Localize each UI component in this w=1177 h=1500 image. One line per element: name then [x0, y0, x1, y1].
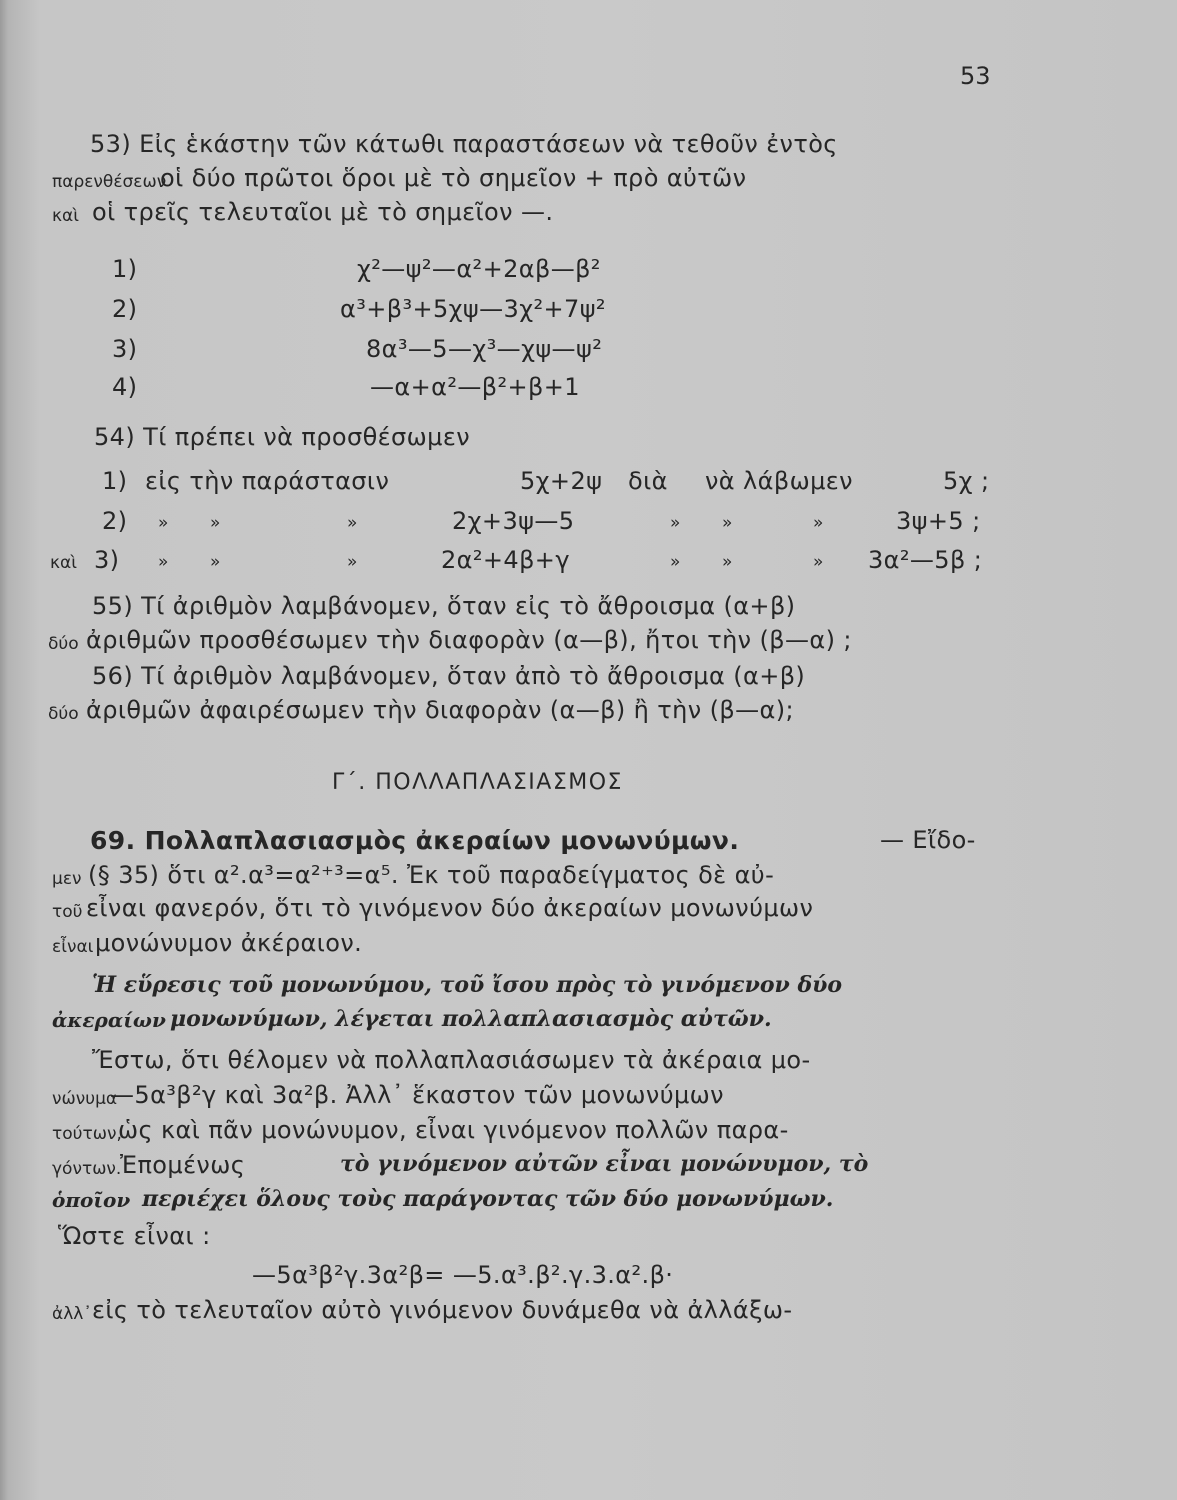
- ex54-row3-num: 3): [94, 546, 120, 574]
- ex54-row1-result: 5χ ;: [943, 467, 990, 495]
- sec69-formula: —5α³β²γ.3α²β= —5.α³.β².γ.3.α².β·: [252, 1261, 674, 1289]
- ex55-line2-prefix: δύο: [48, 634, 79, 654]
- ex54-row2-num: 2): [102, 507, 128, 535]
- ex54-row2-c6: »: [813, 513, 824, 533]
- sec69-p2-prefix: νώνυμα: [52, 1089, 118, 1109]
- sec69-l2: (§ 35) ὅτι α².α³=α²⁺³=α⁵. Ἐκ τοῦ παραδείγματος δὲ αὐ-: [88, 861, 775, 889]
- ex54-row2-c4: »: [670, 513, 681, 533]
- sec69-p1: Ἔστω, ὅτι θέλομεν νὰ πολλαπλασιάσωμεν τὰ ἀκέραια μο-: [92, 1046, 811, 1074]
- sec69-p5-prefix: ὁποῖον: [52, 1188, 131, 1212]
- section-heading: Γ΄. ΠΟΛΛΑΠΛΑΣΙΑΣΜΟΣ: [332, 770, 623, 795]
- ex53-item4-num: 4): [112, 373, 138, 401]
- ex53-item3-num: 3): [112, 335, 138, 363]
- ex54-row3-c3: »: [347, 552, 358, 572]
- ex54-row3-c1: »: [158, 552, 169, 572]
- sec69-definition-line2: μονωνύμων, λέγεται πολλαπλασιασμὸς αὐτῶν.: [170, 1006, 772, 1032]
- ex54-row2-c5: »: [722, 513, 733, 533]
- ex54-row1-c4: διὰ: [628, 467, 668, 495]
- ex54-title: 54) Τί πρέπει νὰ προσθέσωμεν: [94, 423, 471, 451]
- sec69-p2: —5α³β²γ καὶ 3α²β. Ἀλλ᾿ ἕκαστον τῶν μονωνύμων: [110, 1081, 724, 1109]
- ex55-line1: 55) Τί ἀριθμὸν λαμβάνομεν, ὅταν εἰς τὸ ἄθροισμα (α+β): [92, 592, 796, 620]
- ex54-row2-result: 3ψ+5 ;: [896, 507, 981, 535]
- ex54-row2-c2: »: [210, 513, 221, 533]
- sec69-l4: μονώνυμον ἀκέραιον.: [95, 929, 363, 957]
- ex54-row1-c1: εἰς τὴν παράστασιν: [145, 467, 390, 495]
- sec69-p4-bold: τὸ γινόμενον αὐτῶν εἶναι μονώνυμον, τὸ: [340, 1151, 869, 1177]
- ex53-line3: οἱ τρεῖς τελευταῖοι μὲ τὸ σημεῖον —.: [92, 198, 554, 226]
- sec69-definition-line1: Ἡ εὕρεσις τοῦ μονωνύμου, τοῦ ἴσου πρὸς τὸ γινόμενον δύο: [92, 972, 843, 998]
- ex55-line2: ἀριθμῶν προσθέσωμεν τὴν διαφορὰν (α—β), ἤτοι τὴν (β—α) ;: [86, 626, 852, 654]
- ex54-row2-c3: »: [347, 513, 358, 533]
- ex53-item2-expr: α³+β³+5χψ—3χ²+7ψ²: [340, 295, 606, 323]
- ex53-line1: 53) Εἰς ἑκάστην τῶν κάτωθι παραστάσεων νὰ τεθοῦν ἐντὸς: [90, 130, 838, 158]
- sec69-p4-prefix: γόντων.: [52, 1159, 122, 1179]
- ex54-row1-expr: 5χ+2ψ: [520, 467, 603, 495]
- sec69-p3-prefix: τούτων,: [52, 1124, 122, 1144]
- ex54-row2-expr: 2χ+3ψ—5: [452, 507, 575, 535]
- ex54-row3-c2: »: [210, 552, 221, 572]
- ex54-row3-c6: »: [813, 552, 824, 572]
- sec69-l3-prefix: τοῦ: [52, 902, 83, 922]
- ex54-row3-result: 3α²—5β ;: [868, 546, 983, 574]
- sec69-p5-bold: περιέχει ὅλους τοὺς παράγοντας τῶν δύο μονωνύμων.: [142, 1186, 834, 1212]
- ex53-item4-expr: —α+α²—β²+β+1: [370, 373, 580, 401]
- ex53-item1-num: 1): [112, 255, 138, 283]
- sec69-definition-prefix: ἀκεραίων: [52, 1008, 166, 1032]
- sec69-last-line: εἰς τὸ τελευταῖον αὐτὸ γινόμενον δυνάμεθα νὰ ἀλλάξω-: [92, 1296, 793, 1324]
- ex54-row3-prefix: καὶ: [50, 553, 77, 573]
- ex53-line2-prefix: παρενθέσεων: [52, 172, 167, 192]
- sec69-l2-prefix: μεν: [52, 869, 82, 889]
- ex53-item2-num: 2): [112, 295, 138, 323]
- sec69-last-prefix: ἀλλ᾿: [52, 1304, 92, 1324]
- ex53-item3-expr: 8α³—5—χ³—χψ—ψ²: [366, 335, 603, 363]
- ex56-line2: ἀριθμῶν ἀφαιρέσωμεν τὴν διαφορὰν (α—β) ἢ τὴν (β—α);: [86, 696, 794, 724]
- ex53-item1-expr: χ²—ψ²—α²+2αβ—β²: [357, 255, 601, 283]
- ex54-row1-num: 1): [102, 467, 128, 495]
- sec69-l3: εἶναι φανερόν, ὅτι τὸ γινόμενον δύο ἀκεραίων μονωνύμων: [86, 894, 814, 922]
- sec69-title: 69. Πολλαπλασιασμὸς ἀκεραίων μονωνύμων.: [90, 826, 740, 855]
- ex54-row3-c5: »: [722, 552, 733, 572]
- sec69-p6: Ὥστε εἶναι :: [58, 1222, 211, 1250]
- sec69-p3: ὡς καὶ πᾶν μονώνυμον, εἶναι γινόμενον πολλῶν παρα-: [118, 1116, 789, 1144]
- ex54-row1-c5: νὰ λάβωμεν: [705, 467, 853, 495]
- sec69-p4: Ἐπομένως: [120, 1151, 246, 1179]
- sec69-title-tail: — Εἴδο-: [880, 826, 976, 854]
- page-number: 53: [960, 62, 991, 90]
- ex56-line2-prefix: δύο: [48, 704, 79, 724]
- ex53-line2: οἱ δύο πρῶτοι ὅροι μὲ τὸ σημεῖον + πρὸ αὐτῶν: [160, 164, 747, 192]
- ex54-row3-expr: 2α²+4β+γ: [441, 546, 570, 574]
- sec69-l4-prefix: εἶναι: [52, 937, 94, 957]
- ex54-row2-c1: »: [158, 513, 169, 533]
- ex53-line3-prefix: καὶ: [52, 206, 79, 226]
- ex56-line1: 56) Τί ἀριθμὸν λαμβάνομεν, ὅταν ἀπὸ τὸ ἄθροισμα (α+β): [92, 662, 806, 690]
- ex54-row3-c4: »: [670, 552, 681, 572]
